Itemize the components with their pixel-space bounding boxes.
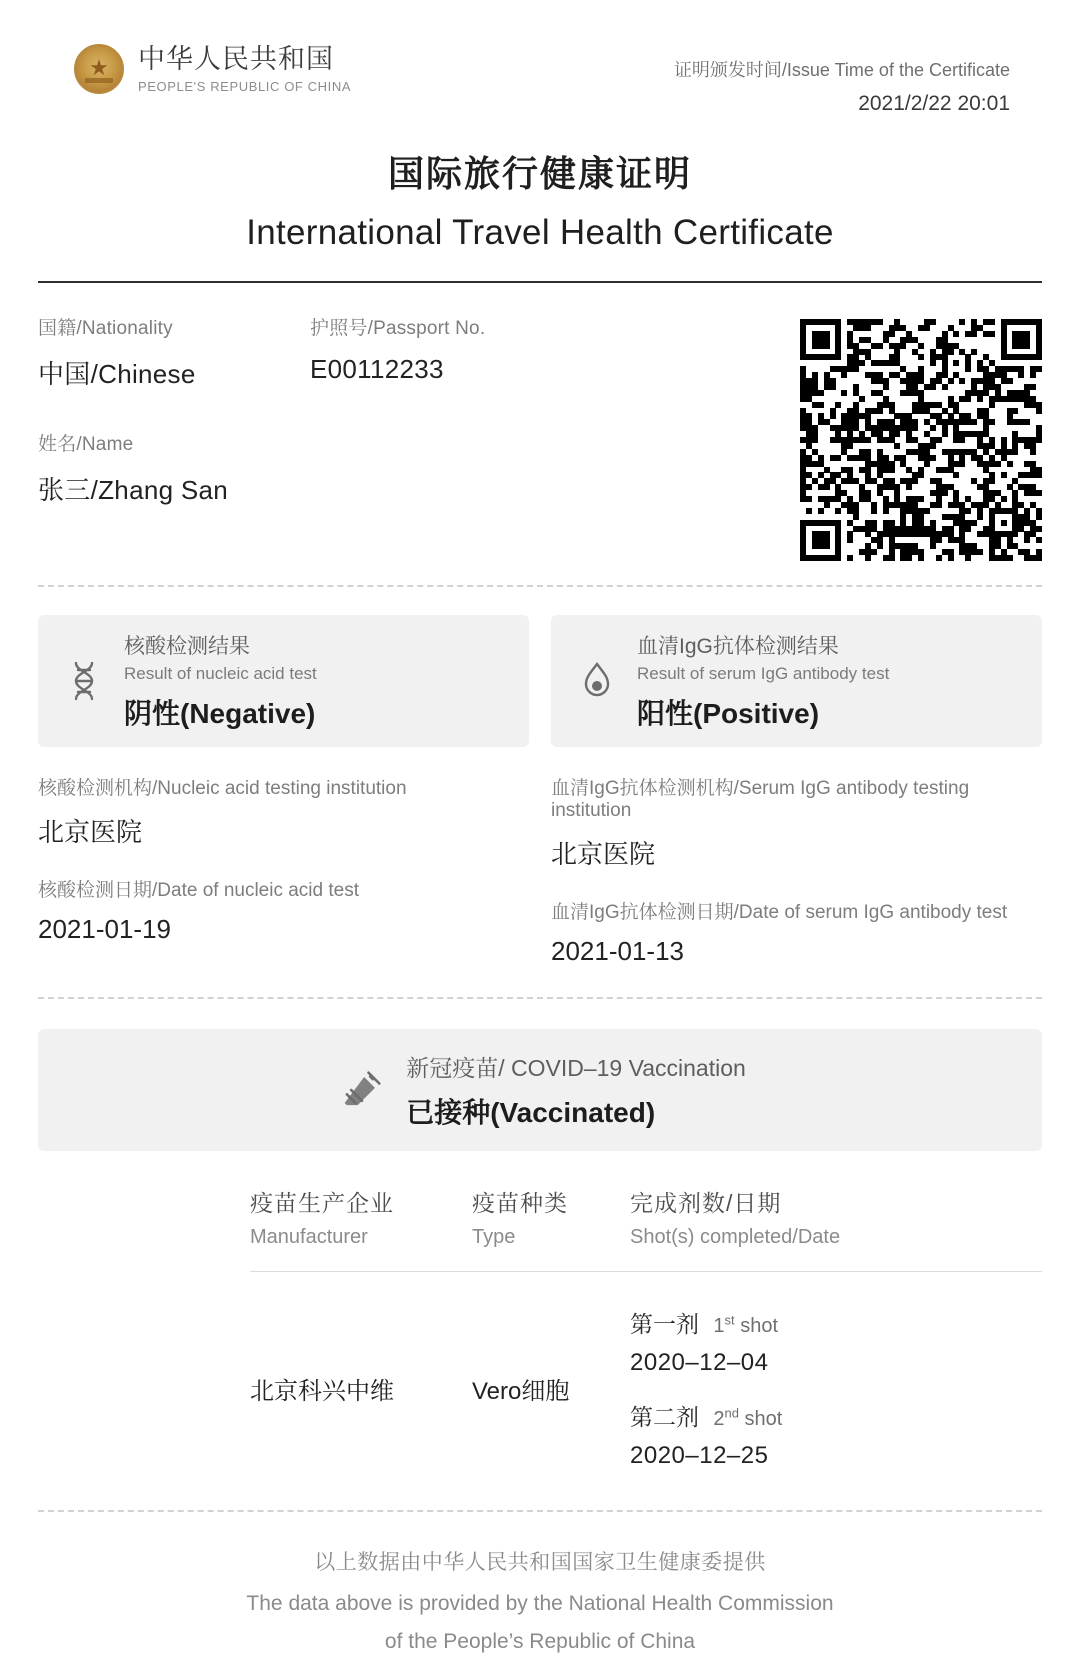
dna-helix-icon <box>58 655 110 707</box>
syringe-icon <box>334 1062 390 1118</box>
page-title-cn: 国际旅行健康证明 <box>387 153 692 194</box>
shot-1-label-cn: 第一剂 <box>630 1311 699 1337</box>
vaccine-manufacturer-value: 北京科兴中维 <box>250 1377 394 1405</box>
blood-drop-icon <box>571 655 623 707</box>
serum-igg-banner-cn: 血清IgG抗体检测结果 <box>637 635 839 658</box>
issuer-country-cn: 中华人民共和国 <box>138 44 334 75</box>
footer-note-en-1: The data above is provided by the National Health Commission <box>246 1592 834 1615</box>
shot-2-date: 2020–12–25 <box>630 1442 769 1469</box>
serum-igg-institution-value: 北京医院 <box>551 839 656 869</box>
nucleic-acid-test-block <box>38 615 529 967</box>
issuer-brand <box>74 44 351 94</box>
shot-1-label <box>630 1306 1042 1339</box>
shot-1-ordinal: 1 <box>713 1315 725 1337</box>
national-emblem-icon <box>74 44 124 94</box>
serum-igg-result-banner <box>551 615 1042 747</box>
issue-time-value: 2021/2/22 20:01 <box>858 92 1010 115</box>
column-manufacturer <box>250 1185 472 1249</box>
shot-1-label-en: shot <box>740 1315 779 1337</box>
nucleic-acid-date-label: 核酸检测日期/Date of nucleic acid test <box>38 880 359 901</box>
nationality-label: 国籍/Nationality <box>38 318 173 339</box>
issue-time-label: 证明颁发时间/Issue Time of the Certificate <box>673 60 1010 80</box>
vaccine-type-value: Vero细胞 <box>472 1377 570 1405</box>
column-shots-cn: 完成剂数/日期 <box>630 1190 782 1216</box>
footer-note-en-2: of the People’s Republic of China <box>384 1630 696 1653</box>
identity-section <box>36 283 1044 585</box>
vaccination-table <box>250 1185 1042 1470</box>
column-type <box>472 1185 630 1249</box>
serum-igg-date-value: 2021-01-13 <box>551 936 684 966</box>
column-manufacturer-en: Manufacturer <box>250 1226 368 1248</box>
nucleic-acid-result-banner <box>38 615 529 747</box>
column-shots-en: Shot(s) completed/Date <box>630 1226 841 1248</box>
vaccination-banner-title: 新冠疫苗/ COVID–19 Vaccination <box>406 1054 746 1081</box>
nucleic-acid-institution-value: 北京医院 <box>38 817 143 847</box>
footer-note-cn: 以上数据由中华人民共和国国家卫生健康委提供 <box>314 1551 766 1574</box>
column-type-cn: 疫苗种类 <box>472 1190 568 1216</box>
serum-igg-test-block <box>551 615 1042 967</box>
document-header <box>36 0 1044 116</box>
passport-label: 护照号/Passport No. <box>310 318 486 339</box>
column-manufacturer-cn: 疫苗生产企业 <box>250 1190 394 1216</box>
shot-2-ordinal: 2 <box>713 1408 725 1430</box>
shot-1-suffix: st <box>724 1312 735 1328</box>
passport-value: E00112233 <box>310 354 444 384</box>
nucleic-acid-institution-label: 核酸检测机构/Nucleic acid testing institution <box>38 778 407 799</box>
field-nationality <box>38 313 310 391</box>
vaccination-status-value: 已接种(Vaccinated) <box>406 1096 656 1128</box>
shot-2-label-cn: 第二剂 <box>630 1404 699 1430</box>
shot-2-label-en: shot <box>744 1408 783 1430</box>
page-title-en: International Travel Health Certificate <box>246 213 834 252</box>
vaccination-table-header <box>250 1185 1042 1272</box>
nucleic-acid-banner-cn: 核酸检测结果 <box>124 635 250 658</box>
serum-igg-date-label: 血清IgG抗体检测日期/Date of serum IgG antibody test <box>551 902 1008 923</box>
nucleic-acid-banner-en: Result of nucleic acid test <box>124 664 317 683</box>
field-passport <box>310 313 794 391</box>
issuer-country-en: PEOPLE'S REPUBLIC OF CHINA <box>138 78 352 94</box>
column-shots <box>630 1185 1042 1249</box>
table-row <box>250 1272 1042 1470</box>
shot-2-label <box>630 1399 1042 1432</box>
shot-1-date: 2020–12–04 <box>630 1349 769 1376</box>
issue-time-block <box>674 44 1010 116</box>
nationality-value: 中国/Chinese <box>38 359 196 389</box>
serum-igg-banner-en: Result of serum IgG antibody test <box>637 664 890 683</box>
nucleic-acid-result-value: 阴性(Negative) <box>124 698 316 729</box>
test-results-section <box>36 587 1044 967</box>
qr-code-icon[interactable] <box>794 313 1042 561</box>
serum-igg-institution-label: 血清IgG抗体检测机构/Serum IgG antibody testing institution <box>551 778 970 821</box>
vaccine-shots-list <box>630 1306 1042 1470</box>
document-footer <box>36 1512 1044 1654</box>
column-type-en: Type <box>472 1226 516 1248</box>
nucleic-acid-date-value: 2021-01-19 <box>38 914 171 944</box>
name-label: 姓名/Name <box>38 434 134 455</box>
vaccination-banner <box>38 1029 1042 1151</box>
name-value: 张三/Zhang San <box>38 475 229 505</box>
shot-2-suffix: nd <box>724 1405 739 1421</box>
serum-igg-result-value: 阳性(Positive) <box>637 698 820 729</box>
field-name <box>38 429 310 507</box>
